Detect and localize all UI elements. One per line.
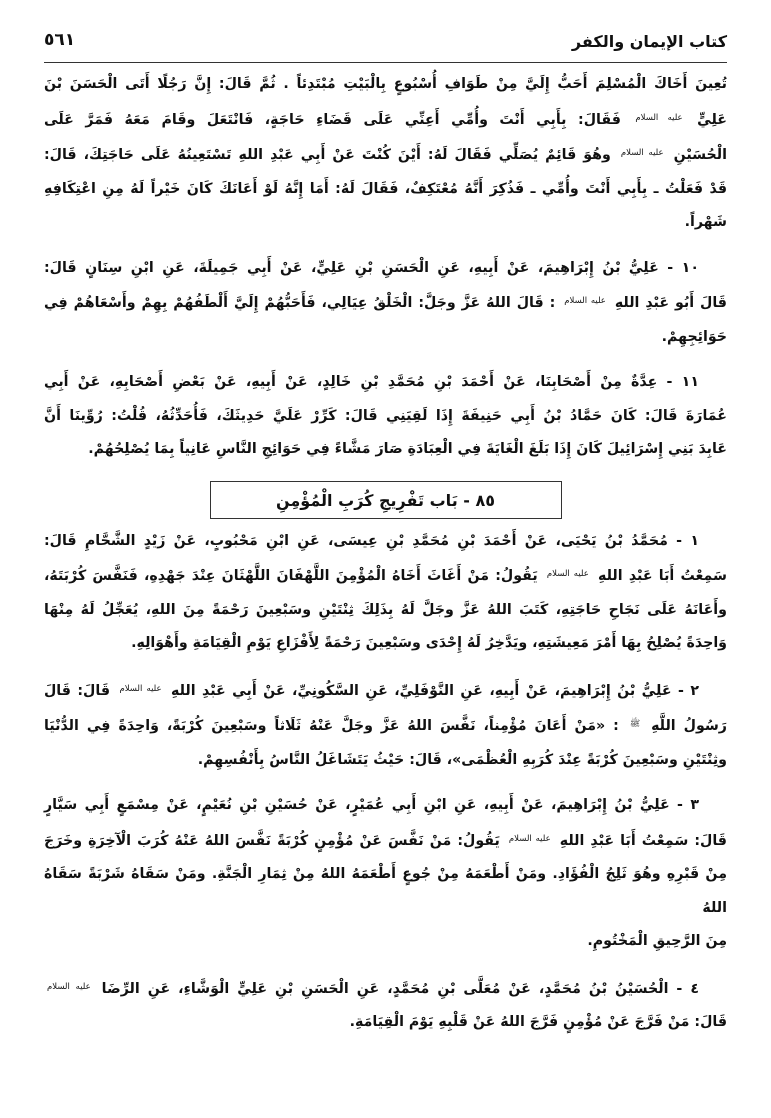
text-line	[44, 558, 727, 594]
text-line	[44, 673, 727, 709]
text-segment: : قَالَ اللهُ عَزَّ وجَلَّ: الْخَلْقُ عِيَالِي، فَأَحَبُّهُمْ إِلَيَّ أَلْطَفُهُمْ بِهِمْ وأَسْعَاهُمْ فِي	[44, 295, 556, 311]
page-body	[44, 68, 727, 1040]
text-line	[44, 68, 727, 102]
text-line	[44, 400, 727, 434]
honorific-symbol: عليه السلام	[564, 296, 606, 306]
text-segment: وأَعَانَهُ عَلَى نَجَاحِ حَاجَتِهِ، كَتَبَ اللهُ عَزَّ وجَلَّ لَهُ بِذَلِكَ ثِنْتَيْنِ وسَبْعِينَ رَحْمَةً مِنَ اللهِ، يُعَجِّلُ لَهُ مِنْهَا	[44, 601, 727, 618]
text-line	[44, 823, 727, 859]
honorific-symbol: عليه السلام	[47, 981, 91, 992]
text-line	[44, 789, 727, 823]
honorific-symbol: ﷺ	[629, 719, 641, 729]
text-segment: عَابِدَ بَنِي إِسْرَائِيلَ كَانَ إِذَا بَلَغَ الْغَايَةَ فِي الْعِبَادَةِ صَارَ مَشَّاءً فِي حَوَائِجِ النَّاسِ عَانِياً بِمَا يُصْلِحُهُمْ.	[88, 441, 727, 457]
text-line	[44, 366, 727, 400]
text-section-after	[44, 525, 727, 1040]
text-line	[44, 525, 727, 559]
text-line	[44, 925, 727, 959]
text-line	[44, 206, 727, 240]
text-line	[44, 173, 727, 207]
text-segment: يَقُولُ: مَنْ أَغَاثَ أَخَاهُ الْمُؤْمِنَ اللَّهْفَانَ اللَّهْثَانَ عِنْدَ جَهْدِهِ، فَنَفَّسَ كُرْبَتَهُ،	[44, 568, 538, 584]
text-segment: مِنَ الرَّحِيقِ الْمَخْتُومِ.	[587, 933, 727, 949]
hadith-paragraph	[44, 68, 727, 240]
text-segment: ٣ - عَلِيُّ بْنُ إِبْرَاهِيمَ، عَنْ أَبِيهِ، عَنِ ابْنِ أَبِي عُمَيْرٍ، عَنْ حُسَيْنِ بْنِ نُعَيْمٍ، عَنْ مِسْمَعٍ أَبِي سَيَّارٍ	[44, 797, 699, 813]
text-line	[44, 594, 727, 628]
text-line	[44, 433, 727, 467]
text-section-before	[44, 68, 727, 467]
text-segment: يَقُولُ: مَنْ نَفَّسَ عَنْ مُؤْمِنٍ كُرْبَةً نَفَّسَ اللهُ عَنْهُ كُرَبَ الْآخِرَةِ وخَرَجَ	[44, 832, 500, 849]
page-header	[44, 26, 727, 62]
chapter-heading: ٨٥ - بَاب تَفْرِيجِ كُرَبِ الْمُؤْمِنِ	[275, 490, 496, 510]
hadith-paragraph	[44, 525, 727, 661]
text-segment: ٤ - الْحُسَيْنُ بْنُ مُحَمَّدٍ، عَنْ مُعَلَّى بْنِ مُحَمَّدٍ، عَنِ الْحَسَنِ بْنِ عَلِيٍّ الْوَشَّاءِ، عَنِ الرِّضَا	[101, 980, 699, 997]
honorific-symbol: عليه السلام	[546, 569, 589, 579]
text-line	[44, 744, 727, 778]
honorific-symbol: عليه السلام	[508, 833, 551, 844]
hadith-paragraph	[44, 971, 727, 1040]
text-segment: ٢ - عَلِيُّ بْنُ إِبْرَاهِيمَ، عَنْ أَبِيهِ، عَنِ النَّوْفَلِيِّ، عَنِ السَّكُونِيِّ، عَنْ أَبِي عَبْدِ اللهِ	[170, 682, 699, 699]
text-line	[44, 285, 727, 321]
text-segment: شَهْراً.	[684, 214, 727, 230]
text-segment: قَدْ فَعَلْتُ ـ بِأَبِي أَنْتَ وأُمِّي ـ فَذُكِرَ أَنَّهُ مُعْتَكِفٌ، فَقَالَ لَهُ: أَمَا إِنَّهُ لَوْ أَعَانَكَ كَانَ خَيْراً لَهُ مِنِ اعْتِكَافِهِ	[44, 180, 727, 197]
text-segment: وهُوَ قَائِمٌ يُصَلِّي فَقَالَ لَهُ: أَيْنَ كُنْتَ عَنْ أَبِي عَبْدِ اللهِ تَسْتَعِينُهُ عَلَى حَاجَتِكَ، قَالَ:	[44, 147, 611, 163]
text-line	[44, 102, 727, 138]
hadith-paragraph	[44, 366, 727, 467]
text-segment: وَاحِدَةً يُصْلِحُ بِهَا أَمْرَ مَعِيشَتِهِ، ويَدَّخِرُ لَهُ إِحْدَى وسَبْعِينَ رَحْمَةً لِأَفْزَاعِ يَوْمِ الْقِيَامَةِ وأَهْوَالِهِ.	[131, 635, 727, 651]
text-segment: قَالَ: مَنْ فَرَّجَ عَنْ مُؤْمِنٍ فَرَّجَ اللهُ عَنْ قَلْبِهِ يَوْمَ الْقِيَامَةِ.	[349, 1014, 727, 1030]
hadith-paragraph	[44, 789, 727, 959]
text-line	[44, 252, 727, 286]
text-segment: عَلِيٍّ	[697, 111, 727, 128]
text-segment: حَوَائِجِهِمْ.	[661, 328, 727, 345]
page-number: ٥٦١	[44, 30, 76, 50]
text-line	[44, 971, 727, 1007]
text-line	[44, 627, 727, 661]
text-segment: فَقَالَ: بِأَبِي أَنْتَ وأُمِّي أَعِنِّي عَلَى قَضَاءِ حَاجَةٍ، فَانْتَعَلَ وقَامَ مَعَهُ فَمَرَّ عَلَى	[44, 111, 621, 128]
text-segment: ١ - مُحَمَّدُ بْنُ يَحْيَى، عَنْ أَحْمَدَ بْنِ مُحَمَّدِ بْنِ عِيسَى، عَنِ ابْنِ مَحْبُوبٍ، عَنْ زَيْدٍ الشَّحَّامِ قَالَ:	[44, 532, 699, 549]
text-line	[44, 1006, 727, 1040]
text-segment: قَالَ: قَالَ	[44, 682, 110, 699]
text-segment: مِنْ قَبْرِهِ وهُوَ ثَلِجُ الْفُؤَادِ. ومَنْ أَطْعَمَهُ مِنْ جُوعٍ أَطْعَمَهُ اللهُ مِنْ ثِمَارِ الْجَنَّةِ. ومَنْ سَقَاهُ شَرْبَةً سَقَاهُ اللهُ	[44, 866, 727, 916]
text-line	[44, 708, 727, 744]
header-divider	[44, 62, 727, 63]
honorific-symbol: عليه السلام	[635, 112, 683, 123]
honorific-symbol: عليه السلام	[620, 148, 664, 158]
text-line	[44, 137, 727, 173]
text-line	[44, 321, 727, 355]
text-segment: ١٠ - عَلِيُّ بْنُ إِبْرَاهِيمَ، عَنْ أَبِيهِ، عَنِ الْحَسَنِ بْنِ عَلِيٍّ، عَنْ أَبِي جَمِيلَةَ، عَنِ ابْنِ سِنَانٍ قَالَ:	[44, 259, 699, 276]
text-segment: ١١ - عِدَّةٌ مِنْ أَصْحَابِنَا، عَنْ أَحْمَدَ بْنِ مُحَمَّدِ بْنِ خَالِدٍ، عَنْ أَبِيهِ، عَنْ بَعْضِ أَصْحَابِهِ، عَنْ أَبِي	[44, 374, 699, 390]
text-segment: عُمَارَةَ قَالَ: كَانَ حَمَّادُ بْنُ أَبِي حَنِيفَةَ إِذَا لَقِيَنِي قَالَ: كَرِّرْ عَلَيَّ حَدِيثَكَ، فَأُحَدِّثُهُ، قُلْتُ: رُوِّينَا أَنَّ	[44, 407, 727, 424]
text-segment: سَمِعْتُ أَبَا عَبْدِ اللهِ	[598, 568, 727, 584]
text-segment: قَالَ أَبُو عَبْدِ اللهِ	[614, 295, 727, 311]
book-title: كتاب الإيمان والكفر	[571, 32, 727, 51]
hadith-paragraph	[44, 673, 727, 778]
honorific-symbol: عليه السلام	[119, 683, 162, 694]
text-segment: رَسُولُ اللَّهِ	[651, 718, 727, 734]
text-segment: الْحُسَيْنِ	[673, 147, 727, 163]
text-line	[44, 858, 727, 925]
text-segment: تُعِينَ أَخَاكَ الْمُسْلِمَ أَحَبُّ إِلَيَّ مِنْ طَوَافِ أُسْبُوعٍ بِالْبَيْتِ مُبْتَدِئاً . ثُمَّ قَالَ: إِنَّ رَجُلًا أَتَى الْحَسَنَ بْنَ	[44, 76, 727, 92]
text-segment: وثِنْتَيْنِ وسَبْعِينَ كُرْبَةً عِنْدَ كُرَبِهِ الْعُظْمَى»، قَالَ: حَيْثُ يَتَشَاغَلُ النَّاسُ بِأَنْفُسِهِمْ.	[197, 751, 727, 768]
hadith-paragraph	[44, 252, 727, 355]
text-segment: قَالَ: سَمِعْتُ أَبَا عَبْدِ اللهِ	[559, 832, 727, 849]
text-segment: : «مَنْ أَعَانَ مُؤْمِناً، نَفَّسَ اللهُ عَزَّ وجَلَّ عَنْهُ ثَلَاثاً وسَبْعِينَ كُرْبَةً، وَاحِدَةً فِي الدُّنْيَا	[44, 718, 619, 734]
chapter-heading-box	[210, 481, 562, 519]
